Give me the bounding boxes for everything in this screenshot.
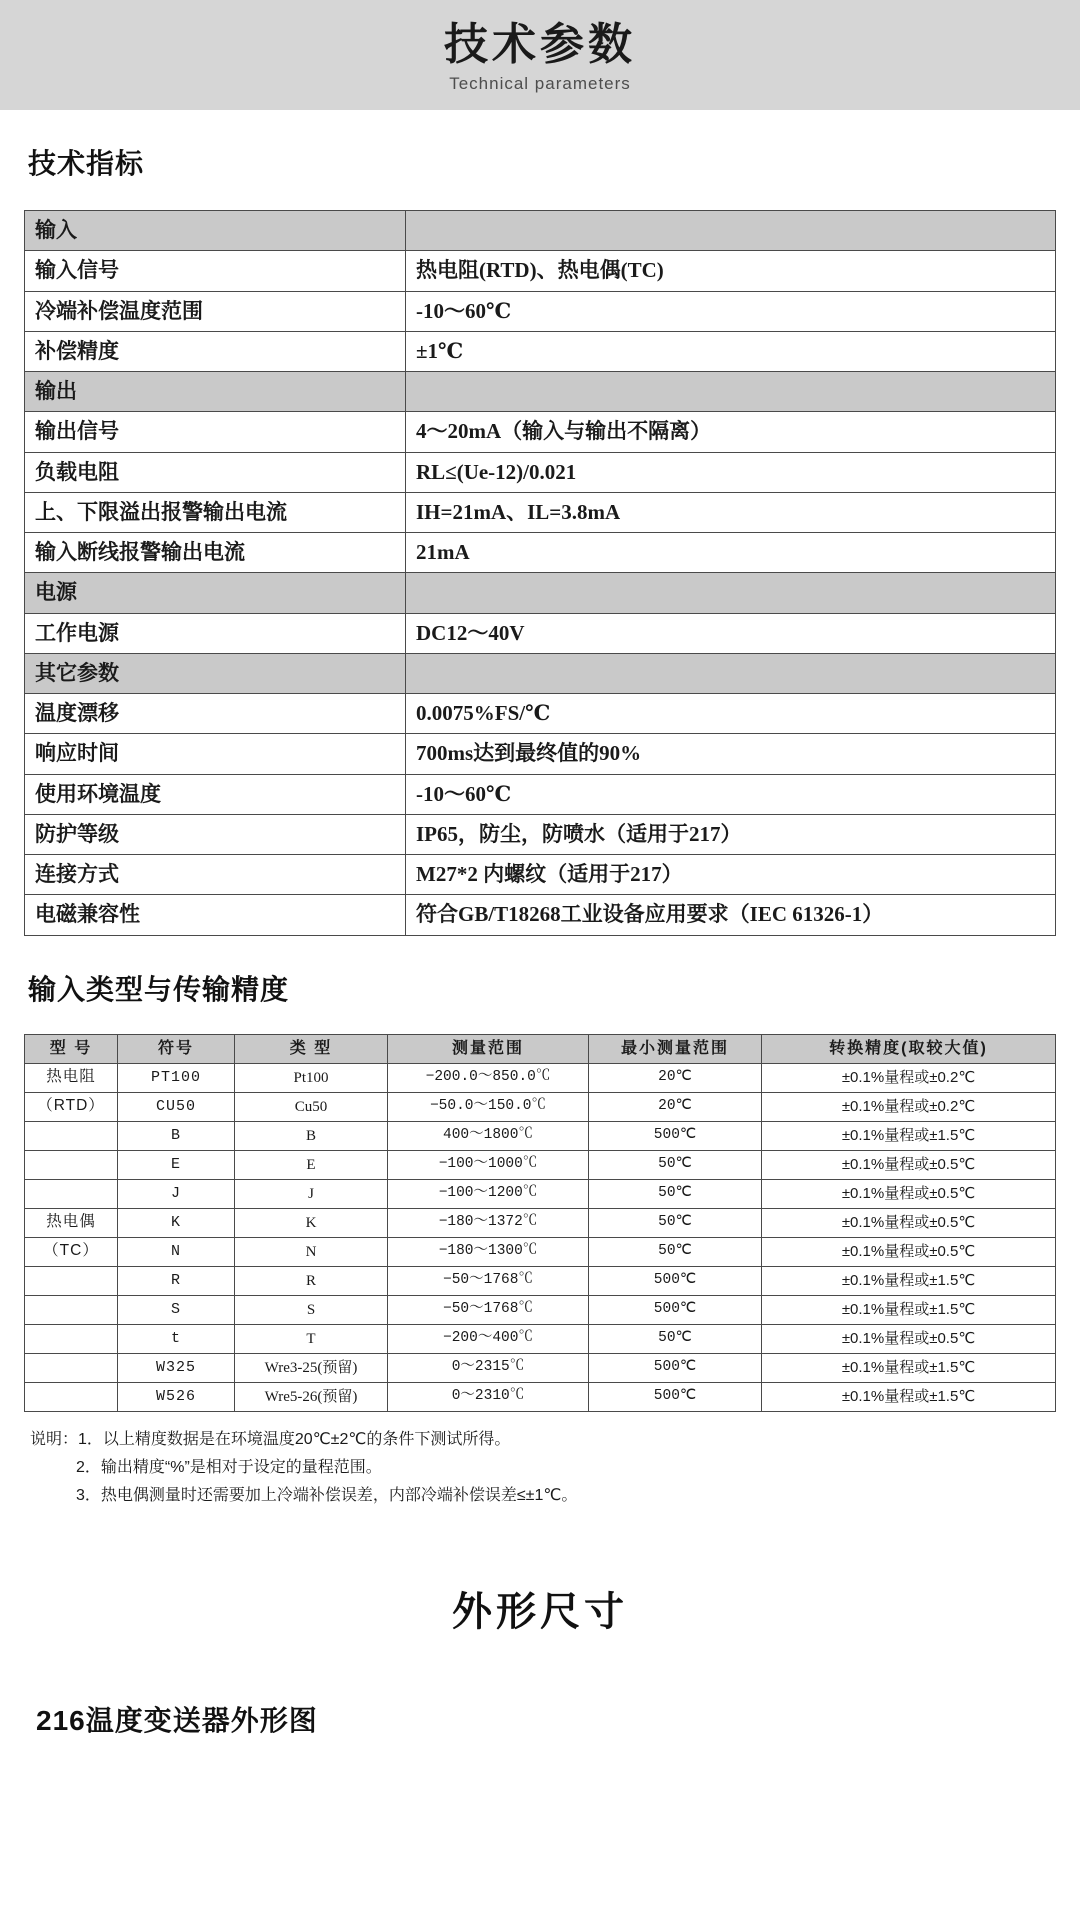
table-row bbox=[25, 291, 1056, 331]
page-banner bbox=[0, 0, 1080, 110]
acc-conversion-cell: ±0.1%量程或±0.5℃ bbox=[762, 1237, 1056, 1266]
acc-conversion-cell: ±0.1%量程或±0.2℃ bbox=[762, 1063, 1056, 1092]
acc-conversion-cell: ±0.1%量程或±0.5℃ bbox=[762, 1324, 1056, 1353]
spec-table bbox=[24, 210, 1056, 936]
acc-range-cell: −50～1768℃ bbox=[388, 1266, 589, 1295]
spec-label-cell: 输入信号 bbox=[25, 251, 406, 291]
spec-value-cell: RL≤(Ue-12)/0.021 bbox=[406, 452, 1056, 492]
acc-type-cell: N bbox=[235, 1237, 388, 1266]
spec-value-cell: 0.0075%FS/℃ bbox=[406, 694, 1056, 734]
acc-symbol-cell: t bbox=[118, 1324, 235, 1353]
acc-range-cell: −50.0～150.0℃ bbox=[388, 1092, 589, 1121]
acc-symbol-cell: CU50 bbox=[118, 1092, 235, 1121]
table-row bbox=[25, 1208, 1056, 1237]
acc-range-cell: 0～2310℃ bbox=[388, 1382, 589, 1411]
header-type: 类 型 bbox=[235, 1034, 388, 1063]
spec-label-cell: 输入 bbox=[25, 211, 406, 251]
acc-conversion-cell: ±0.1%量程或±1.5℃ bbox=[762, 1353, 1056, 1382]
table-row bbox=[25, 694, 1056, 734]
spec-value-cell: IH=21mA、IL=3.8mA bbox=[406, 492, 1056, 532]
table-row bbox=[25, 1063, 1056, 1092]
acc-range-cell: −50～1768℃ bbox=[388, 1295, 589, 1324]
acc-model-cell bbox=[25, 1121, 118, 1150]
spec-value-cell: 21mA bbox=[406, 533, 1056, 573]
acc-model-cell bbox=[25, 1324, 118, 1353]
note-line-1: 说明：1．以上精度数据是在环境温度20℃±2℃的条件下测试所得。 bbox=[30, 1430, 511, 1448]
spec-value-cell: 热电阻(RTD)、热电偶(TC) bbox=[406, 251, 1056, 291]
acc-type-cell: T bbox=[235, 1324, 388, 1353]
acc-symbol-cell: W526 bbox=[118, 1382, 235, 1411]
spec-label-cell: 输出信号 bbox=[25, 412, 406, 452]
spec-label-cell: 输入断线报警输出电流 bbox=[25, 533, 406, 573]
acc-type-cell: E bbox=[235, 1150, 388, 1179]
table-row bbox=[25, 1353, 1056, 1382]
spec-value-cell: M27*2 内螺纹（适用于217） bbox=[406, 855, 1056, 895]
acc-range-cell: −180～1372℃ bbox=[388, 1208, 589, 1237]
accuracy-table bbox=[24, 1034, 1056, 1412]
note-line-3: 3．热电偶测量时还需要加上冷端补偿误差，内部冷端补偿误差≤±1℃。 bbox=[76, 1486, 578, 1504]
banner-subtitle: Technical parameters bbox=[449, 74, 631, 94]
note-line-2: 2．输出精度“%”是相对于设定的量程范围。 bbox=[76, 1458, 382, 1476]
acc-range-cell: 0～2315℃ bbox=[388, 1353, 589, 1382]
spec-value-cell: -10～60℃ bbox=[406, 291, 1056, 331]
dimension-title: 外形尺寸 bbox=[452, 1589, 628, 1634]
header-model: 型 号 bbox=[25, 1034, 118, 1063]
spec-label-cell: 工作电源 bbox=[25, 613, 406, 653]
acc-symbol-cell: B bbox=[118, 1121, 235, 1150]
spec-value-cell: -10～60℃ bbox=[406, 774, 1056, 814]
acc-symbol-cell: N bbox=[118, 1237, 235, 1266]
table-row bbox=[25, 1382, 1056, 1411]
accuracy-section-heading: 输入类型与传输精度 bbox=[28, 973, 290, 1005]
table-row bbox=[25, 1179, 1056, 1208]
acc-range-cell: −180～1300℃ bbox=[388, 1237, 589, 1266]
dimension-subtitle: 216温度变送器外形图 bbox=[36, 1704, 318, 1736]
table-row bbox=[25, 774, 1056, 814]
acc-min-range-cell: 50℃ bbox=[589, 1208, 762, 1237]
spec-label-cell: 输出 bbox=[25, 372, 406, 412]
acc-type-cell: J bbox=[235, 1179, 388, 1208]
table-row bbox=[25, 251, 1056, 291]
header-range: 测量范围 bbox=[388, 1034, 589, 1063]
spec-label-cell: 响应时间 bbox=[25, 734, 406, 774]
acc-symbol-cell: K bbox=[118, 1208, 235, 1237]
acc-model-cell: 热电偶 bbox=[25, 1208, 118, 1237]
acc-type-cell: Wre3-25(预留) bbox=[235, 1353, 388, 1382]
acc-min-range-cell: 500℃ bbox=[589, 1266, 762, 1295]
accuracy-table-wrap bbox=[24, 1034, 1056, 1412]
table-row bbox=[25, 1121, 1056, 1150]
notes-block bbox=[30, 1426, 1056, 1510]
acc-model-cell bbox=[25, 1179, 118, 1208]
acc-model-cell bbox=[25, 1150, 118, 1179]
spec-group-row bbox=[25, 573, 1056, 613]
table-row bbox=[25, 1092, 1056, 1121]
spec-label-cell: 冷端补偿温度范围 bbox=[25, 291, 406, 331]
acc-range-cell: −100～1000℃ bbox=[388, 1150, 589, 1179]
acc-symbol-cell: E bbox=[118, 1150, 235, 1179]
spec-label-cell: 电磁兼容性 bbox=[25, 895, 406, 935]
spec-label-cell: 连接方式 bbox=[25, 855, 406, 895]
acc-range-cell: −200.0～850.0℃ bbox=[388, 1063, 589, 1092]
table-row bbox=[25, 1237, 1056, 1266]
acc-model-cell bbox=[25, 1382, 118, 1411]
acc-min-range-cell: 500℃ bbox=[589, 1295, 762, 1324]
spec-value-cell: 符合GB/T18268工业设备应用要求（IEC 61326-1） bbox=[406, 895, 1056, 935]
table-row bbox=[25, 895, 1056, 935]
acc-model-cell: （RTD） bbox=[25, 1092, 118, 1121]
spec-value-cell: DC12～40V bbox=[406, 613, 1056, 653]
acc-conversion-cell: ±0.1%量程或±0.2℃ bbox=[762, 1092, 1056, 1121]
spec-label-cell: 负载电阻 bbox=[25, 452, 406, 492]
acc-model-cell: 热电阻 bbox=[25, 1063, 118, 1092]
acc-conversion-cell: ±0.1%量程或±1.5℃ bbox=[762, 1121, 1056, 1150]
acc-model-cell: （TC） bbox=[25, 1237, 118, 1266]
acc-model-cell bbox=[25, 1266, 118, 1295]
spec-label-cell: 电源 bbox=[25, 573, 406, 613]
acc-conversion-cell: ±0.1%量程或±1.5℃ bbox=[762, 1382, 1056, 1411]
acc-type-cell: R bbox=[235, 1266, 388, 1295]
spec-value-cell: 4～20mA（输入与输出不隔离） bbox=[406, 412, 1056, 452]
spec-value-cell bbox=[406, 573, 1056, 613]
spec-group-row bbox=[25, 211, 1056, 251]
acc-conversion-cell: ±0.1%量程或±1.5℃ bbox=[762, 1266, 1056, 1295]
acc-model-cell bbox=[25, 1353, 118, 1382]
acc-symbol-cell: PT100 bbox=[118, 1063, 235, 1092]
acc-conversion-cell: ±0.1%量程或±1.5℃ bbox=[762, 1295, 1056, 1324]
acc-type-cell: Pt100 bbox=[235, 1063, 388, 1092]
acc-min-range-cell: 500℃ bbox=[589, 1121, 762, 1150]
acc-symbol-cell: R bbox=[118, 1266, 235, 1295]
spec-section-heading: 技术指标 bbox=[28, 148, 145, 179]
acc-conversion-cell: ±0.1%量程或±0.5℃ bbox=[762, 1150, 1056, 1179]
header-symbol: 符号 bbox=[118, 1034, 235, 1063]
acc-min-range-cell: 50℃ bbox=[589, 1150, 762, 1179]
spec-label-cell: 温度漂移 bbox=[25, 694, 406, 734]
table-row bbox=[25, 613, 1056, 653]
acc-range-cell: −100～1200℃ bbox=[388, 1179, 589, 1208]
spec-label-cell: 使用环境温度 bbox=[25, 774, 406, 814]
table-row bbox=[25, 814, 1056, 854]
acc-symbol-cell: W325 bbox=[118, 1353, 235, 1382]
table-row bbox=[25, 331, 1056, 371]
table-row bbox=[25, 1266, 1056, 1295]
acc-min-range-cell: 20℃ bbox=[589, 1092, 762, 1121]
table-row bbox=[25, 855, 1056, 895]
table-row bbox=[25, 533, 1056, 573]
acc-min-range-cell: 500℃ bbox=[589, 1353, 762, 1382]
acc-type-cell: K bbox=[235, 1208, 388, 1237]
header-min-range: 最小测量范围 bbox=[589, 1034, 762, 1063]
acc-conversion-cell: ±0.1%量程或±0.5℃ bbox=[762, 1208, 1056, 1237]
acc-range-cell: −200～400℃ bbox=[388, 1324, 589, 1353]
acc-min-range-cell: 50℃ bbox=[589, 1179, 762, 1208]
banner-title: 技术参数 bbox=[444, 19, 636, 69]
acc-model-cell bbox=[25, 1295, 118, 1324]
acc-min-range-cell: 20℃ bbox=[589, 1063, 762, 1092]
acc-type-cell: B bbox=[235, 1121, 388, 1150]
table-row bbox=[25, 1324, 1056, 1353]
acc-symbol-cell: S bbox=[118, 1295, 235, 1324]
acc-type-cell: Wre5-26(预留) bbox=[235, 1382, 388, 1411]
acc-symbol-cell: J bbox=[118, 1179, 235, 1208]
acc-min-range-cell: 50℃ bbox=[589, 1237, 762, 1266]
table-row bbox=[25, 1150, 1056, 1179]
acc-min-range-cell: 50℃ bbox=[589, 1324, 762, 1353]
spec-label-cell: 其它参数 bbox=[25, 653, 406, 693]
spec-value-cell: 700ms达到最终值的90% bbox=[406, 734, 1056, 774]
header-conversion: 转换精度(取较大值) bbox=[762, 1034, 1056, 1063]
table-row bbox=[25, 1295, 1056, 1324]
spec-value-cell: ±1℃ bbox=[406, 331, 1056, 371]
table-row bbox=[25, 734, 1056, 774]
table-row bbox=[25, 492, 1056, 532]
spec-value-cell: IP65，防尘，防喷水（适用于217） bbox=[406, 814, 1056, 854]
spec-label-cell: 补偿精度 bbox=[25, 331, 406, 371]
spec-label-cell: 上、下限溢出报警输出电流 bbox=[25, 492, 406, 532]
spec-group-row bbox=[25, 653, 1056, 693]
acc-type-cell: S bbox=[235, 1295, 388, 1324]
table-row bbox=[25, 452, 1056, 492]
spec-group-row bbox=[25, 372, 1056, 412]
acc-range-cell: 400～1800℃ bbox=[388, 1121, 589, 1150]
spec-value-cell bbox=[406, 653, 1056, 693]
acc-conversion-cell: ±0.1%量程或±0.5℃ bbox=[762, 1179, 1056, 1208]
spec-label-cell: 防护等级 bbox=[25, 814, 406, 854]
spec-value-cell bbox=[406, 211, 1056, 251]
spec-table-wrap bbox=[24, 210, 1056, 936]
acc-type-cell: Cu50 bbox=[235, 1092, 388, 1121]
spec-value-cell bbox=[406, 372, 1056, 412]
table-header-row bbox=[25, 1034, 1056, 1063]
acc-min-range-cell: 500℃ bbox=[589, 1382, 762, 1411]
table-row bbox=[25, 412, 1056, 452]
